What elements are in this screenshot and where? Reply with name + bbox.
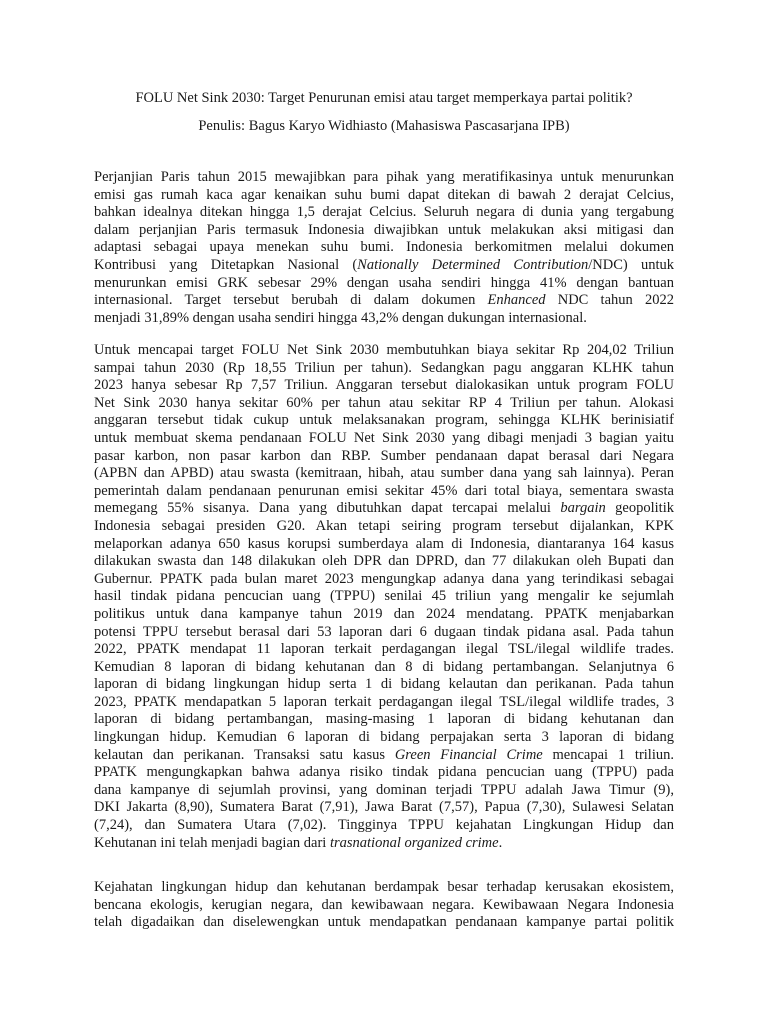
text-segment: dalam perjanjian Paris termasuk Indonesia diwajibkan untuk melakukan aksi mitigasi dan [94, 221, 674, 238]
text-line [94, 914, 674, 932]
text-line [94, 764, 674, 782]
text-segment: lingkungan hidup. Kemudian 6 laporan di bidang perpajakan serta 3 laporan di bidang [94, 729, 674, 746]
text-segment: anggaran tersebut tidak cukup untuk melaksanakan program, sehingga KLHK berinisiatif [94, 412, 674, 429]
text-segment: Net Sink 2030 hanya sekitar 60% per tahun atau sekitar RP 4 Triliun per tahun. Alokasi [94, 394, 674, 411]
text-line [94, 257, 674, 275]
text-segment: kelautan dan perikanan. Transaksi satu kasus [94, 746, 395, 763]
text-segment: Kemudian 8 laporan di bidang kehutanan dan 8 di bidang pertambangan. Selanjutnya 6 [94, 658, 674, 675]
text-line [94, 782, 674, 800]
text-segment: pemerintah dalam pendanaan penurunan emisi sekitar 45% dari total biaya, sementara swasta [94, 482, 674, 499]
text-line [94, 676, 674, 694]
text-segment: adaptasi sebagai upaya menekan suhu bumi. Indonesia berkomitmen melalui dokumen [94, 239, 674, 256]
italic-text: Nationally Determined Contribution [357, 256, 589, 273]
text-segment: bahkan idealnya ditekan hingga 1,5 derajat Celcius. Seluruh negara di dunia yang tergabung [94, 204, 674, 221]
text-segment: Untuk mencapai target FOLU Net Sink 2030 membutuhkan biaya sekitar Rp 204,02 Triliun [94, 342, 674, 358]
text-segment: Perjanjian Paris tahun 2015 mewajibkan para pihak yang meratifikasinya untuk menurunkan [94, 169, 674, 185]
text-line [94, 817, 674, 835]
text-line [94, 659, 674, 677]
text-segment: sampai tahun 2030 (Rp 18,55 Triliun per tahun). Sedangkan pagu anggaran KLHK tahun [94, 359, 674, 376]
text-segment: /NDC) untuk [588, 256, 675, 273]
text-line [94, 483, 674, 501]
text-line [94, 879, 674, 897]
text-segment: pasar karbon, non pasar karbon dan RBP. Sumber pendanaan dapat berasal dari Negara [94, 447, 674, 464]
text-segment: melaporkan adanya 650 kasus korupsi sumberdaya alam di Indonesia, diantaranya 164 kasus [94, 535, 674, 552]
text-line [94, 465, 674, 483]
text-line [94, 641, 674, 659]
text-line [94, 448, 674, 466]
italic-text: Enhanced [487, 292, 546, 309]
text-segment: NDC tahun 2022 [545, 292, 674, 309]
paragraph-2 [94, 342, 674, 852]
text-segment: menjadi 31,89% dengan usaha sendiri hingga 43,2% dengan dukungan internasional. [94, 309, 587, 326]
text-segment: 2022, PPATK mendapat 11 laporan terkait perdagangan ilegal TSL/ilegal wildlife trades. [94, 641, 674, 658]
text-line [94, 897, 674, 915]
document-title: FOLU Net Sink 2030: Target Penurunan emisi atau target memperkaya partai politik? [135, 90, 633, 106]
text-line [94, 518, 674, 536]
text-line [94, 536, 674, 554]
document-author: Penulis: Bagus Karyo Widhiasto (Mahasiswa Pascasarjana IPB) [198, 118, 570, 134]
text-line [94, 342, 674, 360]
text-segment: mencapai 1 triliun. [542, 746, 674, 763]
text-segment: internasional. Target tersebut berubah di dalam dokumen [94, 292, 488, 309]
text-line [94, 799, 674, 817]
text-line [94, 310, 674, 328]
text-segment: laporan di bidang lingkungan hidup serta 1 di bidang kelautan dan perikanan. Pada tahun [94, 676, 674, 693]
italic-text: trasnational organized crime [329, 834, 499, 851]
text-line [94, 588, 674, 606]
text-line [94, 747, 674, 765]
text-segment: telah digadaikan dan diselewengkan untuk mendapatkan pendanaan kampanye partai politik [94, 914, 674, 931]
text-line [94, 412, 674, 430]
text-line [94, 835, 674, 853]
text-line [94, 292, 674, 310]
text-segment: . [498, 834, 503, 851]
text-line [94, 204, 674, 222]
text-segment: (7,24), dan Sumatera Utara (7,02). Tingginya TPPU kejahatan Lingkungan Hidup dan [94, 817, 674, 834]
text-segment: untuk membuat skema pendanaan FOLU Net Sink 2030 yang dibagi menjadi 3 bagian yaitu [94, 429, 674, 446]
text-segment: 2023, PPATK mendapatkan 5 laporan terkait perdagangan ilegal TSL/ilegal wildlife trades, 3 [94, 693, 674, 710]
paragraph-1 [94, 169, 674, 327]
text-line [94, 553, 674, 571]
text-line [94, 571, 674, 589]
text-line [94, 395, 674, 413]
text-segment: 2023 hanya sebesar Rp 7,57 Triliun. Anggaran tersebut dialokasikan untuk program FOLU [94, 377, 674, 394]
paragraph-3 [94, 879, 674, 932]
text-line [94, 694, 674, 712]
text-segment: hasil tindak pidana pencucian uang (TPPU) senilai 45 triliun yang mengalir ke sejumlah [94, 588, 674, 605]
text-line [94, 187, 674, 205]
text-line [94, 711, 674, 729]
text-segment: potensi TPPU tersebut berasal dari 53 laporan dari 6 dugaan tindak pidana asal. Pada tahun [94, 623, 674, 640]
text-line [94, 624, 674, 642]
text-segment: Kehutanan ini telah menjadi bagian dari [94, 834, 330, 851]
italic-text: Green Financial Crime [394, 746, 543, 763]
text-line [94, 222, 674, 240]
text-line [94, 430, 674, 448]
text-segment: Gubernur. PPATK pada bulan maret 2023 mengungkap adanya dana yang terindikasi sebagai [94, 570, 674, 587]
text-line [94, 377, 674, 395]
text-segment: memegang 55% sisanya. Dana yang dibutuhkan dapat tercapai melalui [94, 500, 561, 517]
text-segment: Indonesia sebagai presiden G20. Akan tetapi seiring program tersebut dijalankan, KPK [94, 517, 674, 534]
text-line [94, 500, 674, 518]
text-line [94, 729, 674, 747]
text-segment: dana kampanye di sejumlah provinsi, yang dominan terjadi TPPU adalah Jawa Timur (9), [94, 781, 674, 798]
text-line [94, 275, 674, 293]
text-line [94, 606, 674, 624]
text-segment: DKI Jakarta (8,90), Sumatera Barat (7,91), Jawa Barat (7,57), Papua (7,30), Sulawesi Selatan [94, 799, 674, 816]
text-segment: dilakukan swasta dan 148 dilakukan oleh DPR dan DPRD, dan 77 dilakukan oleh Bupati dan [94, 553, 674, 570]
text-segment: geopolitik [605, 500, 674, 517]
text-line [94, 169, 674, 187]
italic-text: bargain [560, 500, 606, 517]
text-segment: PPATK mengungkapkan bahwa adanya risiko tindak pidana pencucian uang (TPPU) pada [94, 764, 674, 781]
text-segment: emisi gas rumah kaca agar kenaikan suhu bumi dapat ditekan di bawah 2 derajat Celcius, [94, 186, 674, 203]
text-line [94, 239, 674, 257]
text-segment: politikus untuk dana kampanye tahun 2019 dan 2024 mendatang. PPATK menjabarkan [94, 605, 674, 622]
text-segment: Kejahatan lingkungan hidup dan kehutanan berdampak besar terhadap kerusakan ekosistem, [94, 879, 674, 895]
text-line [94, 360, 674, 378]
text-segment: laporan di bidang pertambangan, masing-masing 1 laporan di bidang kehutanan dan [94, 711, 674, 728]
text-segment: Kontribusi yang Ditetapkan Nasional ( [94, 256, 358, 273]
text-segment: (APBN dan APBD) atau swasta (kemitraan, hibah, atau sumber dana yang sah lainnya). Peran [94, 465, 674, 482]
text-segment: bencana ekologis, kerugian negara, dan kewibawaan negara. Kewibawaan Negara Indonesia [94, 896, 674, 913]
text-segment: menurunkan emisi GRK sebesar 29% dengan usaha sendiri hingga 41% dengan bantuan [94, 274, 674, 291]
